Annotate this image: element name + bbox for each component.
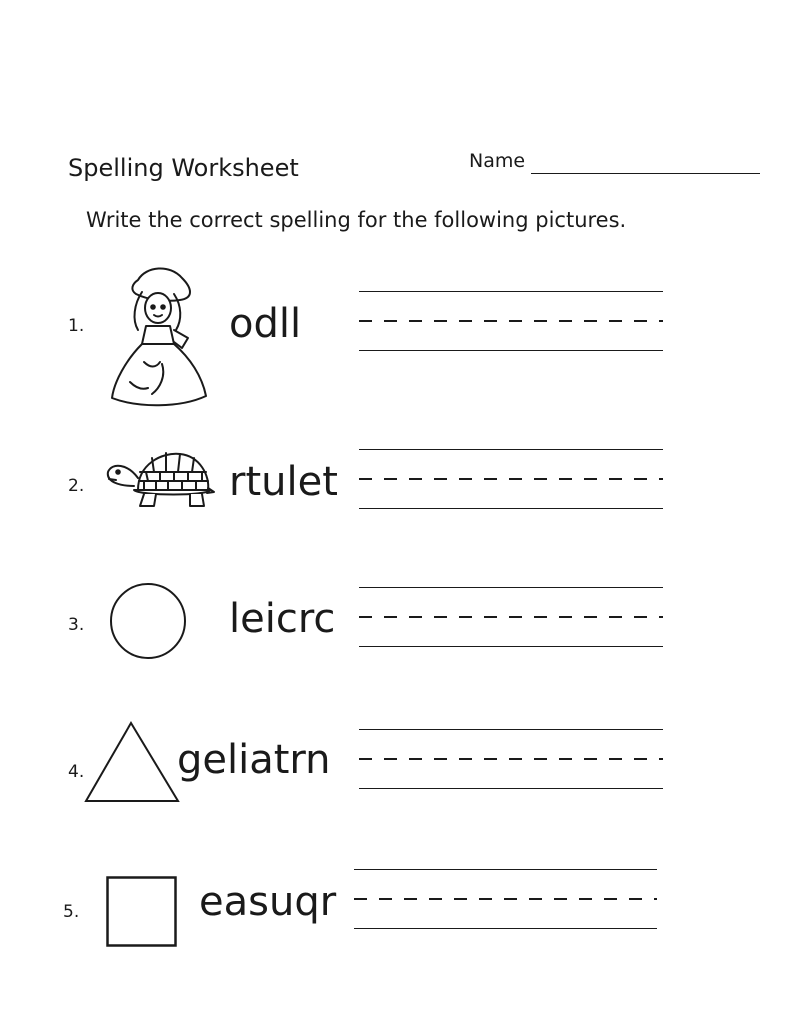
item-3-top-line[interactable]	[359, 587, 663, 588]
item-4-bottom-line[interactable]	[359, 788, 663, 789]
square-icon	[106, 876, 178, 948]
item-3-scrambled-word: leicrc	[229, 596, 336, 642]
name-field-line[interactable]	[531, 173, 760, 174]
item-1-top-line[interactable]	[359, 291, 663, 292]
item-3-number: 3.	[68, 615, 85, 635]
item-5-number: 5.	[63, 902, 80, 922]
item-1-number: 1.	[68, 316, 85, 336]
item-4-number: 4.	[68, 762, 85, 782]
circle-icon	[108, 582, 188, 662]
instructions: Write the correct spelling for the following pictures.	[86, 208, 627, 232]
item-2-number: 2.	[68, 476, 85, 496]
item-3-middle-dashed-line[interactable]	[359, 616, 663, 618]
item-5-middle-dashed-line[interactable]	[354, 898, 657, 900]
triangle-icon	[84, 720, 182, 804]
item-2-bottom-line[interactable]	[359, 508, 663, 509]
item-5-scrambled-word: easuqr	[199, 879, 337, 925]
item-1-bottom-line[interactable]	[359, 350, 663, 351]
item-2-middle-dashed-line[interactable]	[359, 478, 663, 480]
turtle-icon	[104, 450, 214, 514]
item-4-top-line[interactable]	[359, 729, 663, 730]
item-4-middle-dashed-line[interactable]	[359, 758, 663, 760]
item-1-middle-dashed-line[interactable]	[359, 320, 663, 322]
item-5-top-line[interactable]	[354, 869, 657, 870]
item-3-bottom-line[interactable]	[359, 646, 663, 647]
item-4-scrambled-word: geliatrn	[177, 737, 331, 783]
item-2-scrambled-word: rtulet	[229, 459, 338, 505]
item-2-top-line[interactable]	[359, 449, 663, 450]
name-label: Name	[469, 150, 526, 172]
item-1-scrambled-word: odll	[229, 301, 302, 347]
worksheet-title: Spelling Worksheet	[68, 154, 299, 182]
doll-icon	[108, 264, 210, 410]
item-5-bottom-line[interactable]	[354, 928, 657, 929]
